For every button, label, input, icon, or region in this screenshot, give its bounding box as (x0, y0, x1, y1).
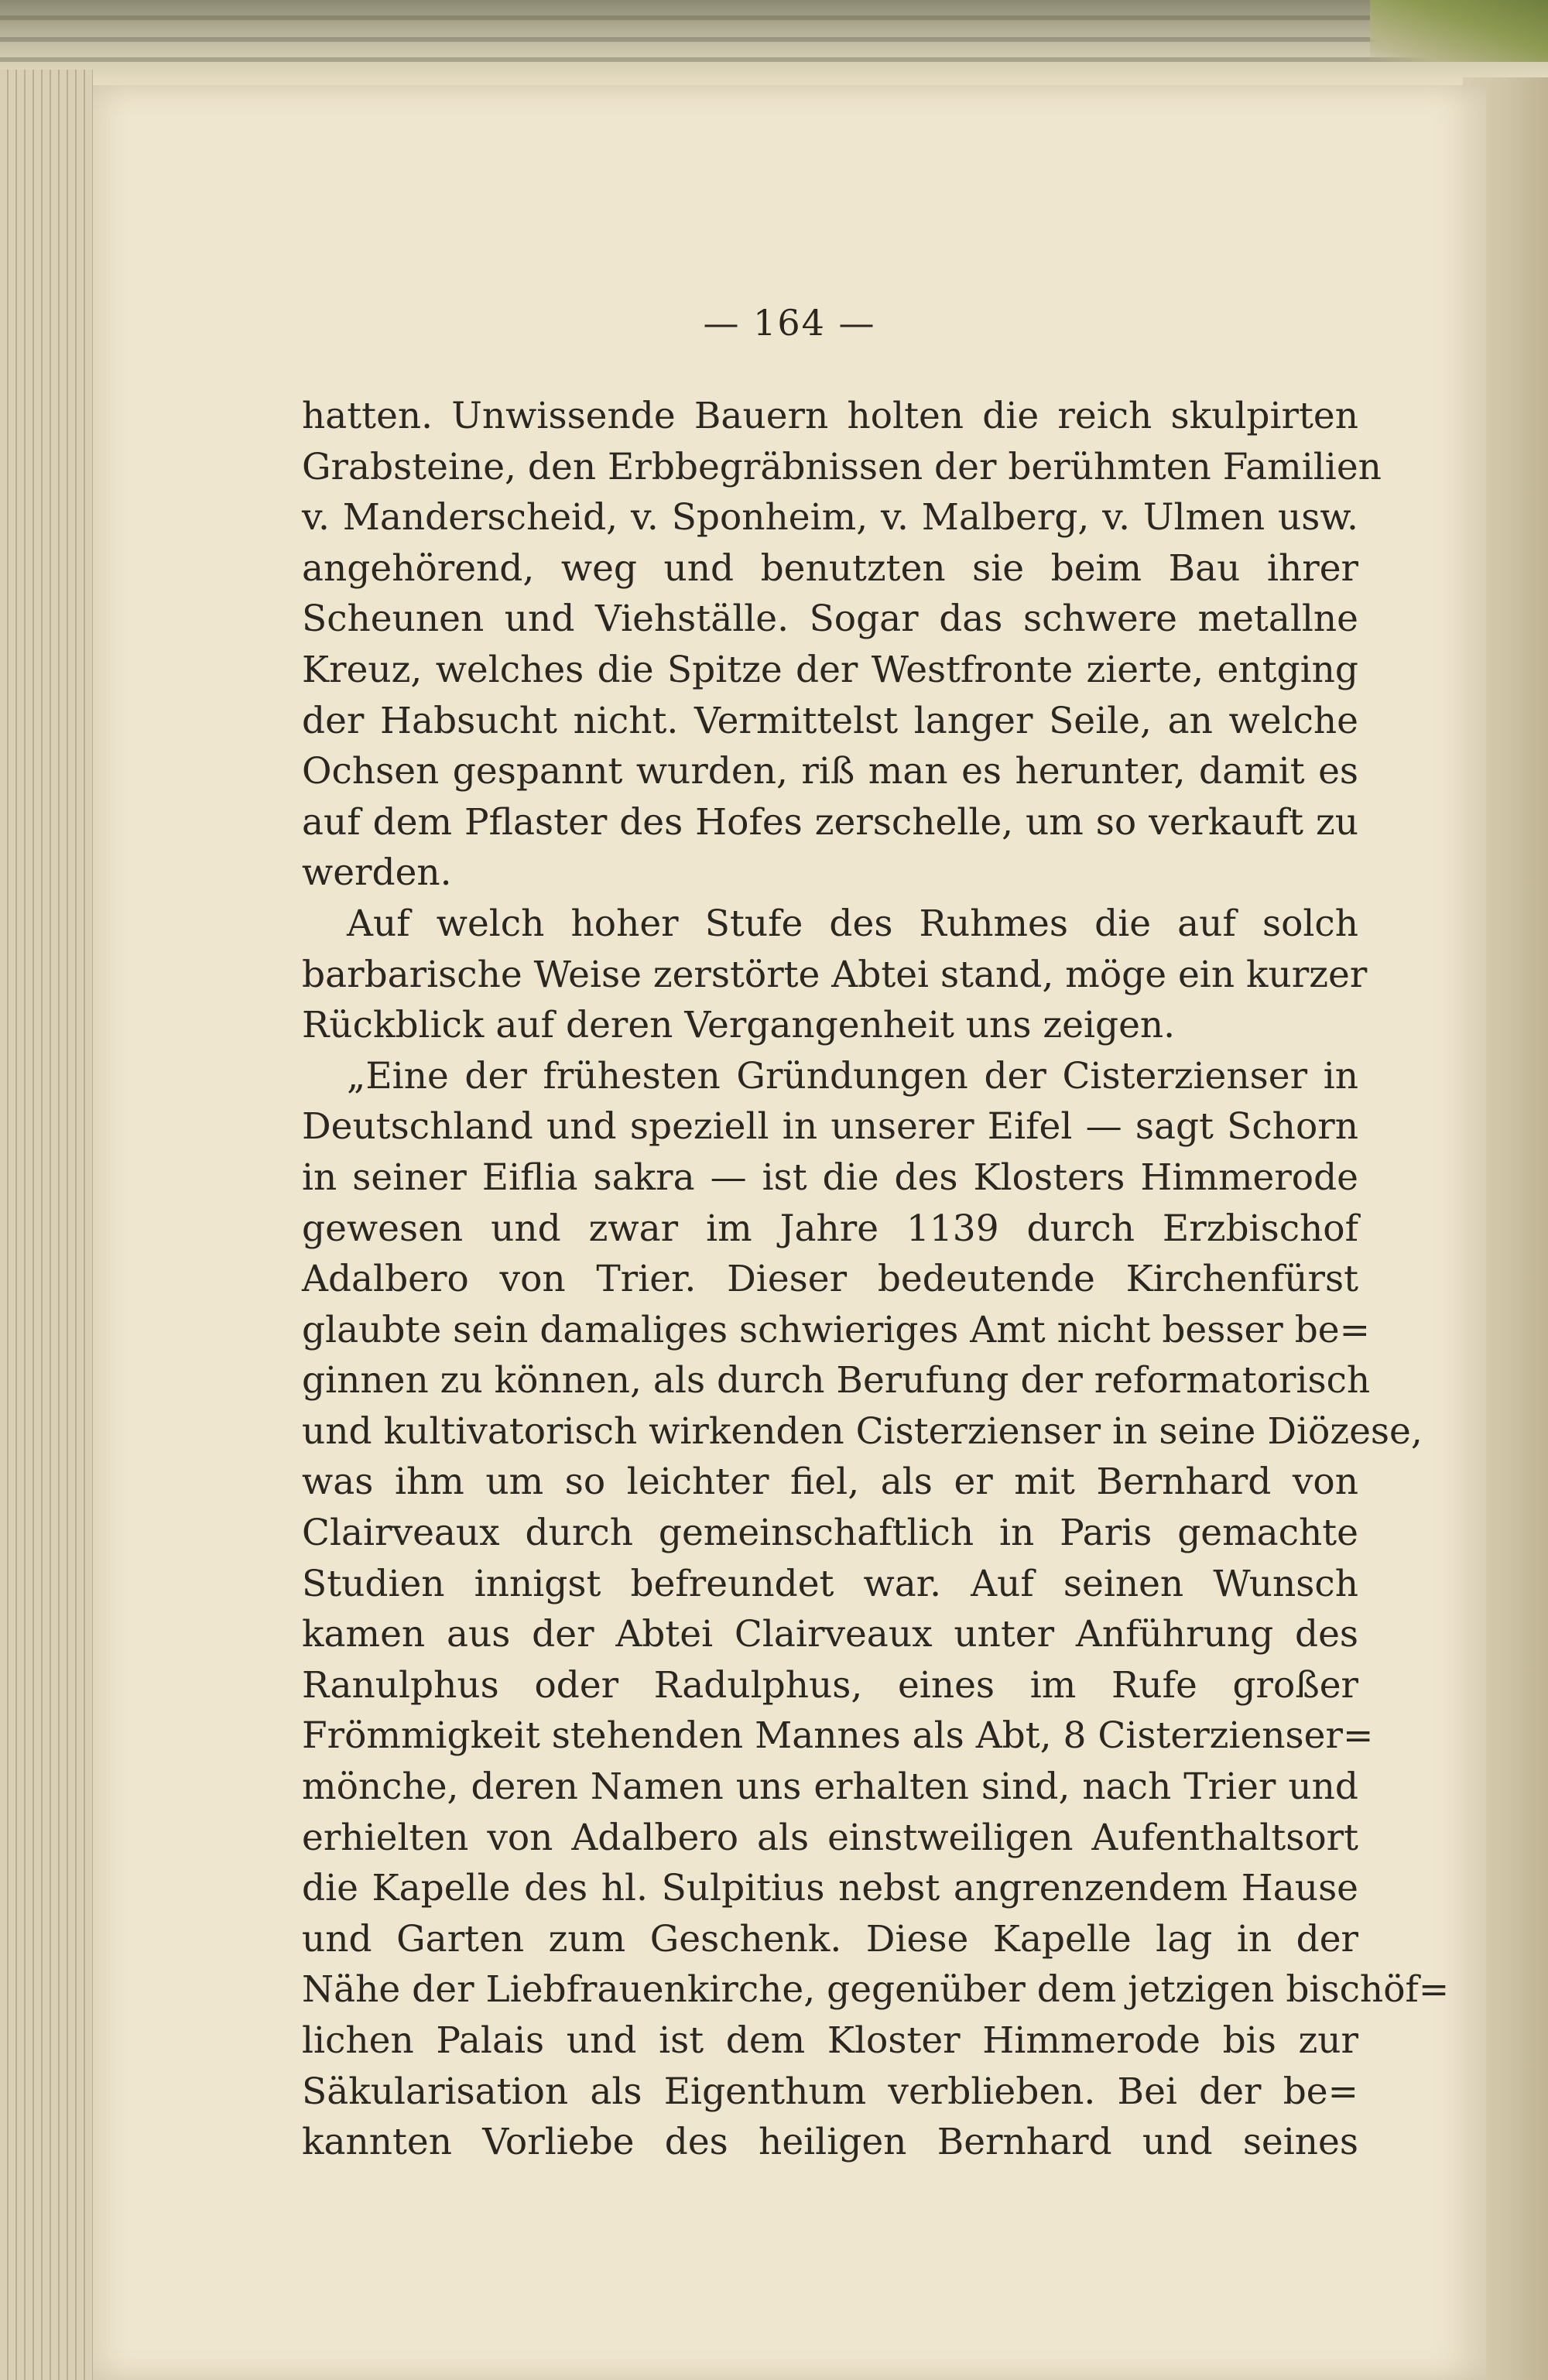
book-top-edge (0, 0, 1548, 85)
text-line: Clairveaux durch gemeinschaftlich in Paris gemachte (302, 1512, 1358, 1555)
text-line: Ranulphus oder Radulphus, eines im Rufe großer (302, 1663, 1358, 1707)
page-text-body (302, 391, 1450, 2168)
page-edge-line (0, 57, 1548, 62)
text-line: auf dem Pflaster des Hofes zerschelle, um so verkauft zu (302, 800, 1358, 844)
text-line: Scheunen und Viehställe. Sogar das schwere metallne (302, 598, 1358, 641)
book-page (93, 85, 1486, 2380)
text-line: kannten Vorliebe des heiligen Bernhard und seines (302, 2121, 1358, 2164)
text-line: in seiner Eiflia sakra — ist die des Klosters Himmerode (302, 1156, 1358, 1199)
page-edge-line (0, 15, 1548, 20)
page-number: — 164 — (703, 302, 876, 344)
text-line: glaubte sein damaliges schwieriges Amt nicht besser be= (302, 1308, 1370, 1351)
text-line: angehörend, weg und benutzten sie beim Bau ihrer (302, 546, 1358, 590)
text-line: die Kapelle des hl. Sulpitius nebst angrenzendem Hause (302, 1867, 1358, 1910)
page-edge-line (0, 37, 1548, 42)
text-line: Auf welch hoher Stufe des Ruhmes die auf solch (347, 902, 1358, 945)
text-line: Studien innigst befreundet war. Auf seinen Wunsch (302, 1562, 1358, 1605)
text-line: hatten. Unwissende Bauern holten die reich skulpirten (302, 395, 1358, 437)
text-line: der Habsucht nicht. Vermittelst langer Seile, an welche (302, 699, 1358, 742)
text-line: lichen Palais und ist dem Kloster Himmerode bis zur (302, 2019, 1358, 2062)
text-line: kamen aus der Abtei Clairveaux unter Anführung des (302, 1613, 1358, 1656)
text-line: ginnen zu können, als durch Berufung der reformatorisch (302, 1359, 1371, 1402)
text-line: v. Manderscheid, v. Sponheim, v. Malberg, v. Ulmen usw. (302, 496, 1358, 539)
text-line: Rückblick auf deren Vergangenheit uns zeigen. (302, 1004, 1176, 1047)
text-line: und Garten zum Geschenk. Diese Kapelle lag in der (302, 1917, 1358, 1961)
text-line: gewesen und zwar im Jahre 1139 durch Erzbischof (302, 1207, 1358, 1250)
text-line: Grabsteine, den Erbbegräbnissen der berühmten Familien (302, 445, 1382, 488)
text-line: erhielten von Adalbero als einstweiligen Aufenthaltsort (302, 1816, 1358, 1859)
text-line: Ochsen gespannt wurden, riß man es herunter, damit es (302, 750, 1358, 793)
left-page-edges (0, 70, 93, 2380)
text-line: „Eine der frühesten Gründungen der Cisterzienser in (347, 1054, 1358, 1098)
text-line: Nähe der Liebfrauenkirche, gegenüber dem jetzigen bischöf= (302, 1968, 1450, 2012)
text-line: Säkularisation als Eigenthum verblieben. Bei der be= (302, 2070, 1358, 2113)
text-line: barbarische Weise zerstörte Abtei stand, möge ein kurzer (302, 953, 1368, 996)
text-line: Kreuz, welches die Spitze der Westfronte zierte, entging (302, 648, 1358, 691)
book-cover-corner (1370, 0, 1548, 62)
text-line: Deutschland und speziell in unserer Eifel — sagt Schorn (302, 1105, 1358, 1149)
text-line: was ihm um so leichter fiel, als er mit Bernhard von (302, 1461, 1358, 1504)
text-line: werden. (302, 851, 452, 895)
text-line: Adalbero von Trier. Dieser bedeutende Kirchenfürst (302, 1258, 1358, 1301)
text-line: und kultivatorisch wirkenden Cisterzienser in seine Diözese, (302, 1409, 1423, 1453)
text-line: Frömmigkeit stehenden Mannes als Abt, 8 Cisterzienser= (302, 1714, 1374, 1758)
text-line: mönche, deren Namen uns erhalten sind, nach Trier und (302, 1765, 1358, 1809)
